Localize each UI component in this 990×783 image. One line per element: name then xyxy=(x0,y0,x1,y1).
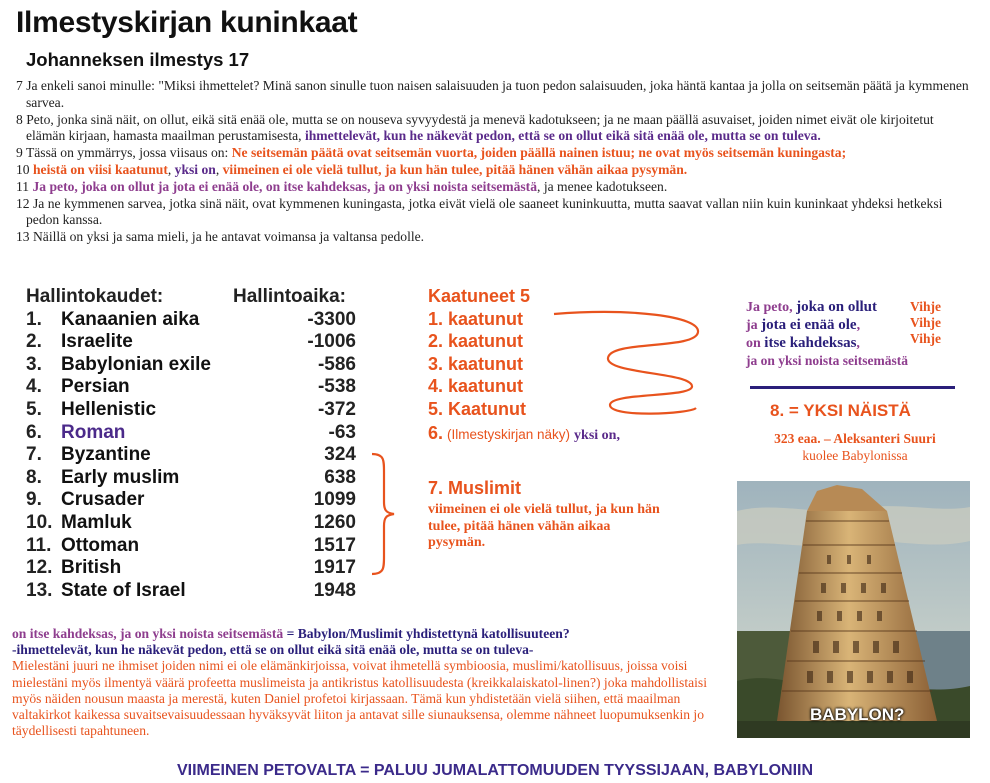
row-period-name: Early muslim xyxy=(61,466,180,488)
verse-13: 13 Näillä on yksi ja sama mieli, ja he antavat voimansa ja valtansa pedolle. xyxy=(16,229,425,245)
page-subtitle: Johanneksen ilmestys 17 xyxy=(26,49,250,70)
row-year: 1260 xyxy=(313,512,356,533)
row-year: -586 xyxy=(317,353,356,375)
row-year: -538 xyxy=(317,376,356,398)
hint-line-3-c: , xyxy=(856,336,860,351)
row-period-name: British xyxy=(61,557,122,579)
hint-line-3 xyxy=(746,331,956,352)
row-number: 10. xyxy=(26,512,53,533)
alexander-line-1: 323 eaa. – Aleksanteri Suuri xyxy=(774,431,936,446)
brace-path xyxy=(372,454,394,574)
verse-block xyxy=(16,78,976,246)
row-period-name: Israelite xyxy=(61,331,133,353)
verse-7: 7 Ja enkeli sanoi minulle: "Miksi ihmettelet? Minä sanon sinulle tuon naisen salaisuuden ja tuon pedon salaisuuden, joka häntä kantaa ja jolla on seitsemän päätä ja kymmenen sarvea. xyxy=(16,78,969,110)
verse-11-num: 11 xyxy=(16,178,33,194)
commentary-paragraph: Mielestäni juuri ne ihmiset joiden nimi ei ole elämänkirjoissa, voivat ihmetellä symbioosia, muslimi/katollisuus, joissa voisi mielestäni myös ilmentyä väärä profeetta muslimeista ja antikristus katollisuudesta (kreikkalaiskatol-linen?) joka mahdollistaisi myös näiden nousun maasta ja merestä, kuten Daniel profetoi kirjassaan. Tämä kun yhdistetään vielä siihen, että maailman valtakirkot kaikessa suvaitsevaisuudessaan hyväksyvät liiton ja antavat sille siunauksensa, olemme nähneet luopumuksenkin jo täydellisesti tapahtuneen. xyxy=(12,658,707,739)
hint-line-1-b: joka on ollut xyxy=(796,299,878,315)
tower-of-babel-image xyxy=(737,481,970,738)
divider xyxy=(750,386,955,389)
babylon-label: BABYLON? xyxy=(810,705,905,724)
hint-box xyxy=(746,298,956,370)
table-row xyxy=(26,512,356,535)
table-row xyxy=(26,580,356,603)
hint-line-3-a: on xyxy=(746,336,765,351)
row-number: 9. xyxy=(26,489,42,511)
table-row xyxy=(26,444,356,467)
commentary-line-1 xyxy=(12,626,724,642)
verse-12: 12 Ja ne kymmenen sarvea, jotka sinä näit, ovat kymmenen kuningasta, jotka eivät vielä ole saaneet kuninkuutta, mutta saavat vallan niin kuin kuninkaat yhdeksi hetkeksi pedon kanssa. xyxy=(16,195,943,228)
verse-11-highlight: Ja peto, joka on ollut ja jota ei enää ole, on itse kahdeksas, ja on yksi noista seitsemästä xyxy=(32,178,538,194)
hint-line-3-b: itse kahdeksas xyxy=(764,335,857,351)
row-number: 12. xyxy=(26,557,53,579)
alexander-line-2: kuolee Babylonissa xyxy=(802,448,908,463)
hint-line-2-a: ja xyxy=(746,318,762,333)
row-period-name: Crusader xyxy=(61,489,145,511)
row-period-name: Mamluk xyxy=(61,512,132,533)
fallen-item-3: 3. kaatunut xyxy=(428,353,524,374)
table-row xyxy=(26,331,356,354)
commentary-line-2: -ihmettelevät, kun he näkevät pedon, että se on ollut eikä sitä enää ole, mutta se on tuleva- xyxy=(12,642,534,658)
sixth-tail: yksi on, xyxy=(574,428,620,443)
verse-9-highlight: Ne seitsemän päätä ovat seitsemän vuorta, joiden päällä nainen istuu; ne ovat myös seitsemän kuningasta; xyxy=(231,145,847,161)
row-number: 3. xyxy=(26,353,42,375)
row-number: 13. xyxy=(26,579,53,601)
muslimit-title: 7. Muslimit xyxy=(428,478,522,498)
hint-line-2-c: , xyxy=(856,318,861,333)
row-period-name: Hellenistic xyxy=(61,399,157,420)
sixth-num: 6. xyxy=(428,423,444,443)
row-year: -372 xyxy=(317,399,356,420)
verse-8 xyxy=(16,112,976,146)
eight-heading: 8. = YKSI NÄISTÄ xyxy=(770,401,911,420)
verse-10-sep1: , xyxy=(167,161,175,177)
row-year: 1099 xyxy=(313,489,356,511)
table-row xyxy=(26,354,356,377)
row-number: 11. xyxy=(26,534,52,556)
row-period-name: Kanaanien aika xyxy=(61,308,200,330)
table-row xyxy=(26,535,356,558)
hint-line-2-b: jota ei enää ole xyxy=(761,317,857,333)
verse-10-one-is: yksi on xyxy=(174,161,216,177)
fallen-connector-lines xyxy=(540,300,720,440)
commentary xyxy=(12,626,724,739)
row-year: 638 xyxy=(324,466,356,488)
table-row xyxy=(26,376,356,399)
fallen-item-4: 4. kaatunut xyxy=(428,376,524,396)
row-number: 2. xyxy=(26,331,42,353)
verse-9-text: 9 Tässä on ymmärrys, jossa viisaus on: xyxy=(16,145,232,161)
row-period-name: Babylonian exile xyxy=(61,353,211,375)
row-year: 1948 xyxy=(313,579,356,601)
table-row xyxy=(26,422,356,445)
verse-10-fallen: heistä on viisi kaatunut xyxy=(33,161,168,177)
row-number: 5. xyxy=(26,399,42,420)
table-row xyxy=(26,557,356,580)
table-row xyxy=(26,309,356,332)
fallen-title: Kaatuneet 5 xyxy=(428,286,531,306)
row-year: 1517 xyxy=(313,534,356,556)
brace-icon xyxy=(368,452,398,576)
muslimit-text: viimeinen ei ole vielä tullut, ja kun hän tulee, pitää hänen vähän aikaa pysymän. xyxy=(428,502,660,550)
fallen-item-1: 1. kaatunut xyxy=(428,308,524,329)
header-period: Hallintokaudet: xyxy=(26,286,164,307)
row-number: 1. xyxy=(26,308,42,330)
verse-10-sep2: , xyxy=(215,161,223,177)
page-title: Ilmestyskirjan kuninkaat xyxy=(16,6,358,39)
row-year: -63 xyxy=(328,421,356,443)
row-year: -3300 xyxy=(307,308,356,330)
fallen-connector-path xyxy=(554,312,698,414)
row-year: -1006 xyxy=(307,331,356,353)
row-period-name: Roman xyxy=(61,421,126,443)
table-row xyxy=(26,489,356,512)
row-period-name: Byzantine xyxy=(61,444,151,466)
hint-label-1: Vihje xyxy=(910,299,941,314)
row-period-name: State of Israel xyxy=(61,579,186,601)
row-year: 1917 xyxy=(313,557,356,579)
fallen-item-5: 5. Kaatunut xyxy=(428,398,527,419)
hint-line-1-a: Ja peto, xyxy=(746,300,797,315)
table-header xyxy=(26,286,356,309)
commentary-line-1-b: = Babylon/Muslimit yhdistettynä katollisuuteen? xyxy=(283,626,570,641)
row-number: 4. xyxy=(26,376,42,398)
hint-label-2: Vihje xyxy=(910,315,941,330)
row-number: 7. xyxy=(26,444,42,466)
muslimit-block xyxy=(428,478,668,552)
alexander-note xyxy=(760,430,950,464)
commentary-line-1-a: on itse kahdeksas, ja on yksi noista seitsemästä xyxy=(12,626,284,641)
row-year: 324 xyxy=(324,444,356,466)
row-period-name: Persian xyxy=(61,376,130,398)
row-number: 6. xyxy=(26,421,42,443)
verse-11 xyxy=(16,179,976,196)
tower-of-babel-illustration xyxy=(737,481,970,738)
hint-label-3: Vihje xyxy=(910,331,941,346)
verse-8-highlight: ihmettelevät, kun he näkevät pedon, että se on ollut eikä sitä enää ole, mutta se on tuleva. xyxy=(304,128,821,144)
verse-11-tail: , ja menee kadotukseen. xyxy=(537,178,668,194)
verse-8-text: 8 Peto, jonka sinä näit, on ollut, eikä sitä enää ole, mutta se on nouseva syvyydestä ja menevä kadotukseen; ja ne maan päällä asuvaiset, joiden nimet eivät ole kirjoitetut elämän kirjaan, hamasta maailman perustamisesta, xyxy=(16,111,934,144)
fallen-item-2: 2. kaatunut xyxy=(428,331,524,351)
table-row xyxy=(26,399,356,422)
verse-9 xyxy=(16,145,976,162)
table-row xyxy=(26,467,356,490)
footer-banner: VIIMEINEN PETOVALTA = PALUU JUMALATTOMUUDEN TYYSSIJAAN, BABYLONIIN xyxy=(176,762,814,779)
verse-10-last: viimeinen ei ole vielä tullut, ja kun hän tulee, pitää hänen vähän aikaa pysymän. xyxy=(222,161,688,177)
row-number: 8. xyxy=(26,466,42,488)
header-time: Hallintoaika: xyxy=(233,286,346,307)
sixth-note: (Ilmestyskirjan näky) xyxy=(447,427,571,442)
row-period-name: Ottoman xyxy=(61,534,140,556)
verse-10-num: 10 xyxy=(16,161,33,177)
verse-10 xyxy=(16,162,976,179)
hint-line-4: ja on yksi noista seitsemästä xyxy=(746,353,909,368)
